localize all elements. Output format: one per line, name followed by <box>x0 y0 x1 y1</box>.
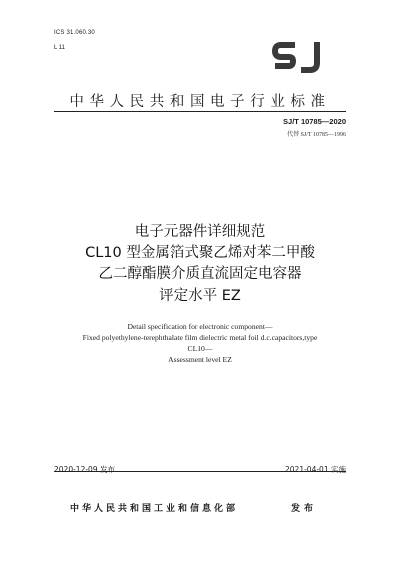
title-cn-line1: 电子元器件详细规范 <box>134 224 266 240</box>
publish-label: 发布 <box>291 504 318 514</box>
standard-number: SJ/T 10785—2020 <box>283 117 346 126</box>
bottom-divider <box>54 471 346 472</box>
title-en-line4: Assessment level EZ <box>168 355 232 364</box>
industry-standard-title: 中华人民共和国电子行业标准 <box>69 94 331 110</box>
title-cn-line3: 乙二醇酯膜介质直流固定电容器 <box>98 266 302 282</box>
title-en-line1: Detail specification for electronic component— <box>127 322 273 331</box>
title-en-line3: CL10— <box>187 344 213 353</box>
replaces-standard: 代替 SJ/T 10785—1996 <box>287 132 346 138</box>
implementation-date: 2021-04-01 实施 <box>285 465 346 474</box>
sj-logo <box>271 39 331 77</box>
issue-date: 2020-12-09 发布 <box>54 465 115 474</box>
title-en-line2: Fixed polyethylene-terephthalate film dielectric metal foil d.c.capacitors,type <box>82 333 318 342</box>
title-cn-line4: 评定水平 EZ <box>159 288 241 304</box>
logo-text: SJ <box>300 76 302 77</box>
title-cn-line2: CL10 型金属箔式聚乙烯对苯二甲酸 <box>85 245 315 261</box>
issuing-authority: 中华人民共和国工业和信息化部 <box>70 504 239 514</box>
top-divider <box>54 111 346 112</box>
ics-code: ICS 31.060.30 <box>54 30 95 36</box>
sj-logo-icon <box>271 39 331 77</box>
classification-code: L 11 <box>54 45 66 51</box>
